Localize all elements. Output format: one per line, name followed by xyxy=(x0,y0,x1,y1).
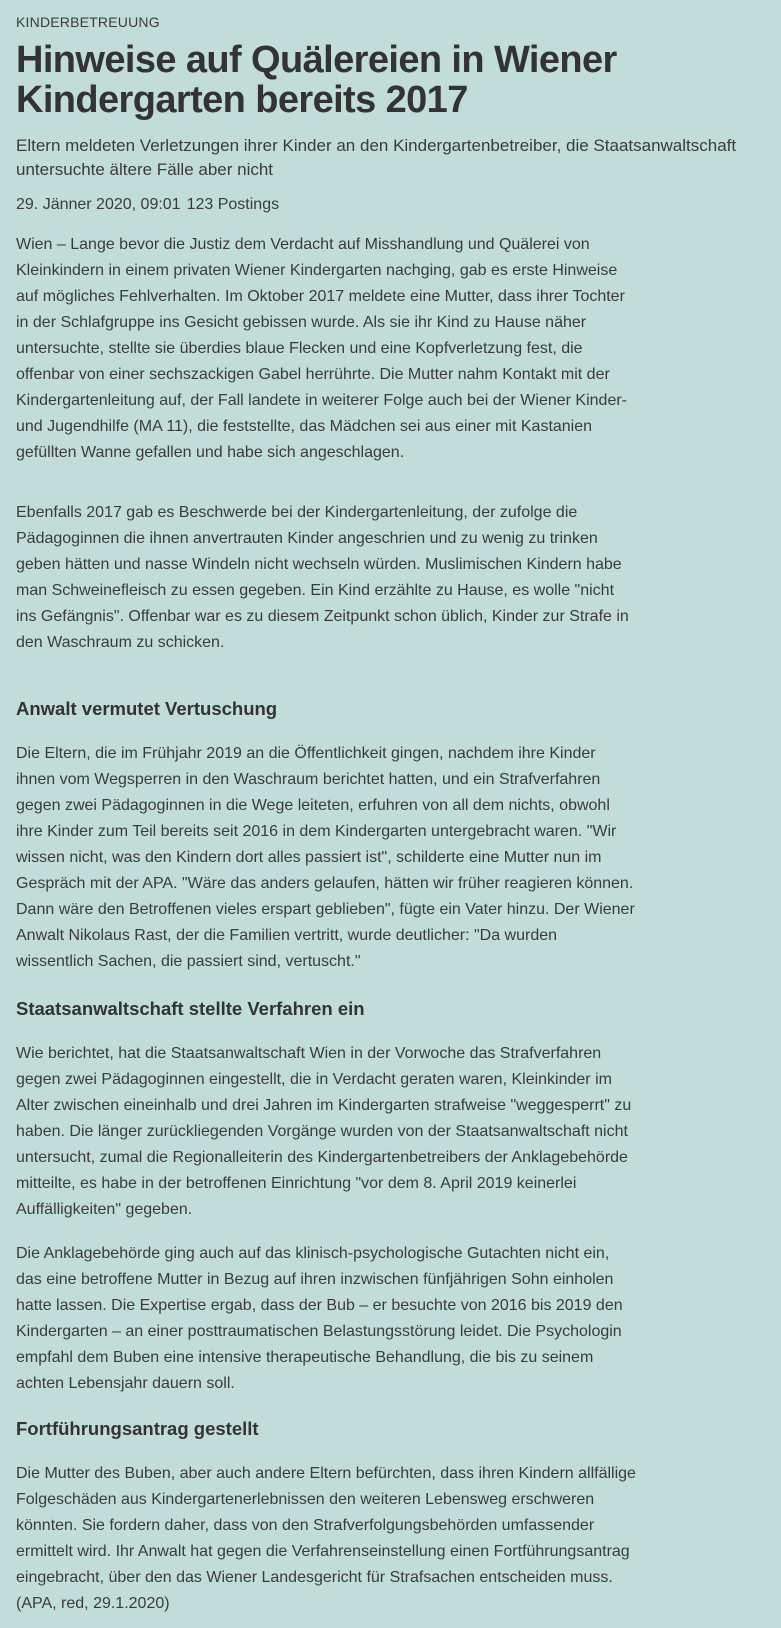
postings-link[interactable]: 123 Postings xyxy=(186,196,280,213)
paragraph-3: Die Eltern, die im Frühjahr 2019 an die Öffentlichkeit gingen, nachdem ihre Kinder ihnen vom Wegsperren in den Waschraum berichtet hatten, und ein Strafverfahren gegen zwei Pädagoginnen in die Wege leiteten, erfuhren von all dem nichts, obwohl ihre Kinder zum Teil bereits seit 2016 in dem Kindergarten untergebracht waren. "Wir wissen nicht, was den Kindern dort alles passiert ist", schilderte eine Mutter nun im Gespräch mit der APA. "Wäre das anders gelaufen, hätten wir früher reagieren können. Dann wäre den Betroffenen vieles erspart geblieben", fügte ein Vater hinzu. Der Wiener Anwalt Nikolaus Rast, der die Familien vertritt, wurde deutlicher: "Da wurden wissentlich Sachen, die passiert sind, vertuscht." xyxy=(16,745,635,970)
paragraph-4: Wie berichtet, hat die Staatsanwaltschaft Wien in der Vorwoche das Strafverfahren gegen zwei Pädagoginnen eingestellt, die in Verdacht geraten waren, Kleinkinder im Alter zwischen eineinhalb und drei Jahren im Kindergarten strafweise "weggesperrt" zu haben. Die länger zurückliegenden Vorgänge wurden von der Staatsanwaltschaft nicht untersucht, zumal die Regionalleiterin des Kindergartenbetreibers der Anklagebehörde mitteilte, es habe in der betroffenen Einrichtung "vor dem 8. April 2019 keinerlei Auffälligkeiten" gegeben. xyxy=(16,1045,632,1218)
article-subline: Eltern meldeten Verletzungen ihrer Kinder an den Kindergartenbetreiber, die Staatsanwaltschaft untersuchte ältere Fälle aber nicht xyxy=(16,136,737,179)
paragraph-1: Wien – Lange bevor die Justiz dem Verdacht auf Misshandlung und Quälerei von Kleinkindern in einem privaten Wiener Kindergarten nachging, gab es erste Hinweise auf mögliches Fehlverhalten. Im Oktober 2017 meldete eine Mutter, dass ihrer Tochter in der Schlafgruppe ins Gesicht gebissen wurde. Als sie ihr Kind zu Hause näher untersuchte, stellte sie überdies blaue Flecken und eine Kopfverletzung fest, die offenbar von einer sechszackigen Gabel herrührte. Die Mutter nahm Kontakt mit der Kindergartenleitung auf, der Fall landete in weiterer Folge auch bei der Wiener Kinder- und Jugendhilfe (MA 11), die feststellte, das Mädchen sei aus einer mit Kastanien gefüllten Wanne gefallen und habe sich angeschlagen. xyxy=(16,236,628,461)
paragraph-6: Die Mutter des Buben, aber auch andere Eltern befürchten, dass ihren Kindern allfällige Folgeschäden aus Kindergartenerlebnissen den weiteren Lebensweg erschweren könnten. Sie fordern daher, dass von den Strafverfolgungsbehörden umfassender ermittelt wird. Ihr Anwalt hat gegen die Verfahrenseinstellung einen Fortführungsantrag eingebracht, über den das Wiener Landesgericht für Strafsachen entscheiden muss. (APA, red, 29.1.2020) xyxy=(16,1465,636,1612)
paragraph-5: Die Anklagebehörde ging auch auf das klinisch-psychologische Gutachten nicht ein, das eine betroffene Mutter in Bezug auf ihren inzwischen fünfjährigen Sohn einholen hatte lassen. Die Expertise ergab, dass der Bub – er besuchte von 2016 bis 2019 den Kindergarten – an einer posttraumatischen Belastungsstörung leidet. Die Psychologin empfahl dem Buben eine intensive therapeutische Behandlung, die bis zu seinem achten Lebensjahr dauern soll. xyxy=(16,1245,623,1392)
publish-date: 29. Jänner 2020, 09:01 xyxy=(16,196,181,213)
subhead-fortfuehrung: Fortführungsantrag gestellt xyxy=(16,1418,259,1439)
subhead-anwalt: Anwalt vermutet Vertuschung xyxy=(16,698,278,719)
paragraph-2: Ebenfalls 2017 gab es Beschwerde bei der Kindergartenleitung, der zufolge die Pädagoginnen die ihnen anvertrauten Kinder angeschrien und zu wenig zu trinken geben hätten und nasse Windeln nicht wechseln würden. Muslimischen Kindern habe man Schweinefleisch zu essen gegeben. Ein Kind erzählte zu Hause, es wolle "nicht ins Gefängnis". Offenbar war es zu diesem Zeitpunkt schon üblich, Kinder zur Strafe in den Waschraum zu schicken. xyxy=(16,504,629,651)
article-headline: Hinweise auf Quälereien in Wiener Kindergarten bereits 2017 xyxy=(16,39,617,121)
article-kicker[interactable]: KINDERBETREUUNG xyxy=(16,14,160,30)
subhead-staatsanwaltschaft: Staatsanwaltschaft stellte Verfahren ein xyxy=(16,998,365,1019)
article-meta xyxy=(16,195,279,215)
